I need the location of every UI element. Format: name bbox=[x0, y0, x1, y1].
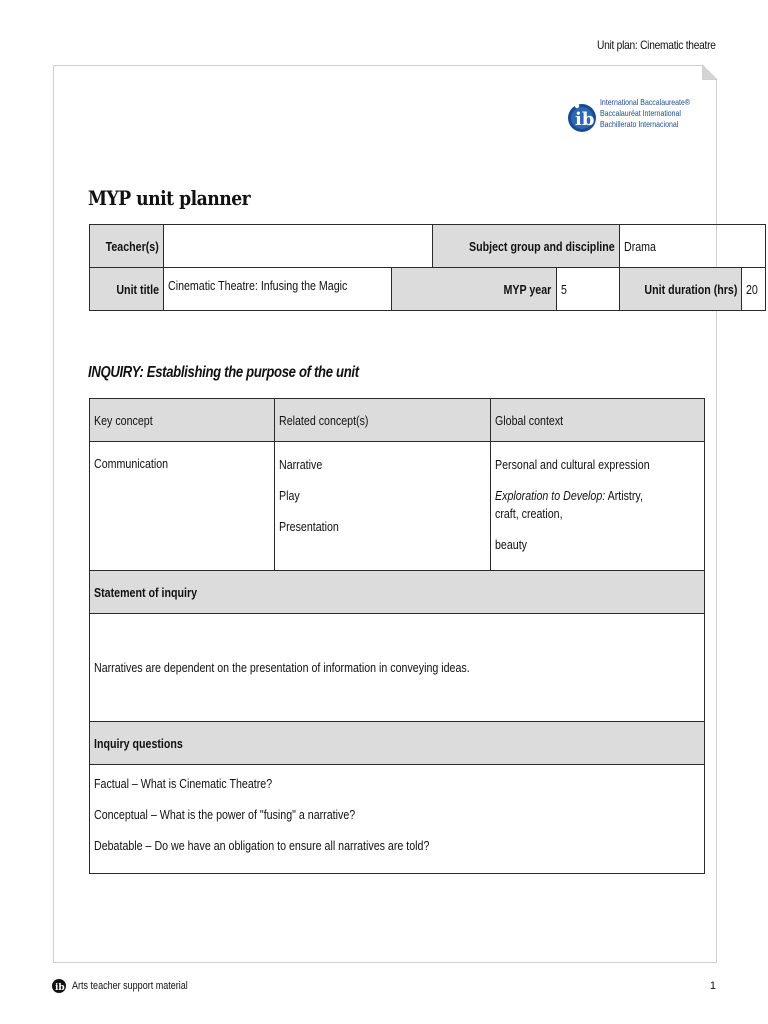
teacher-value bbox=[163, 225, 433, 268]
svg-text:ib: ib bbox=[575, 109, 595, 130]
myp-year-label: MYP year bbox=[391, 268, 556, 311]
document-page bbox=[53, 65, 759, 963]
related-concept-item: Play bbox=[278, 488, 300, 503]
inquiry-questions-header: Inquiry questions bbox=[90, 722, 705, 765]
statement-of-inquiry: Narratives are dependent on the presentation of information in conveying ideas. bbox=[90, 614, 705, 722]
exploration-text: Artistry, craft, creation, bbox=[494, 488, 643, 521]
unit-duration-value: 20 bbox=[742, 268, 765, 311]
inquiry-question-conceptual: Conceptual – What is the power of "fusing" a narrative? bbox=[94, 807, 356, 822]
page-title: MYP unit planner bbox=[88, 186, 251, 210]
inquiry-table bbox=[89, 398, 705, 874]
inquiry-question-factual: Factual – What is Cinematic Theatre? bbox=[94, 776, 273, 791]
related-concept-item: Presentation bbox=[278, 519, 339, 534]
myp-year-value: 5 bbox=[556, 268, 619, 311]
running-head: Unit plan: Cinematic theatre bbox=[597, 38, 716, 52]
related-concepts-cell bbox=[274, 442, 490, 571]
page-fold-corner bbox=[702, 65, 717, 80]
ib-logo bbox=[566, 88, 690, 144]
statement-of-inquiry-header: Statement of inquiry bbox=[90, 571, 705, 614]
teacher-label: Teacher(s) bbox=[90, 225, 164, 268]
ib-footer-icon bbox=[52, 979, 66, 993]
unit-meta-table bbox=[89, 224, 766, 311]
global-context-header: Global context bbox=[490, 399, 704, 442]
inquiry-questions-cell bbox=[90, 765, 705, 874]
unit-title-label: Unit title bbox=[90, 268, 164, 311]
subject-group-value: Drama bbox=[620, 225, 766, 268]
exploration-label: Exploration to Develop: bbox=[494, 488, 606, 503]
key-concept-cell bbox=[90, 442, 275, 571]
global-context-value: Personal and cultural expression bbox=[494, 457, 650, 472]
unit-duration-label: Unit duration (hrs) bbox=[620, 268, 742, 311]
logo-line-3: Bachillerato Internacional bbox=[600, 119, 679, 129]
subject-group-label: Subject group and discipline bbox=[433, 225, 620, 268]
page-number: 1 bbox=[709, 980, 716, 992]
ib-logo-icon bbox=[566, 88, 598, 144]
svg-text:ib: ib bbox=[55, 983, 65, 993]
global-context-cell bbox=[490, 442, 704, 571]
unit-title-value: Cinematic Theatre: Infusing the Magic bbox=[163, 268, 391, 311]
related-concepts-header: Related concept(s) bbox=[274, 399, 490, 442]
inquiry-heading: INQUIRY: Establishing the purpose of the unit bbox=[88, 364, 359, 381]
inquiry-question-debatable: Debatable – Do we have an obligation to ensure all narratives are told? bbox=[94, 838, 430, 853]
logo-line-2: Baccalauréat International bbox=[600, 108, 681, 118]
logo-line-1: International Baccalaureate® bbox=[600, 97, 690, 107]
related-concept-item: Narrative bbox=[278, 457, 323, 472]
footer-text: Arts teacher support material bbox=[72, 980, 188, 992]
key-concept-header: Key concept bbox=[90, 399, 275, 442]
key-concept-value: Communication bbox=[94, 456, 169, 471]
global-context-extra: beauty bbox=[494, 537, 527, 552]
